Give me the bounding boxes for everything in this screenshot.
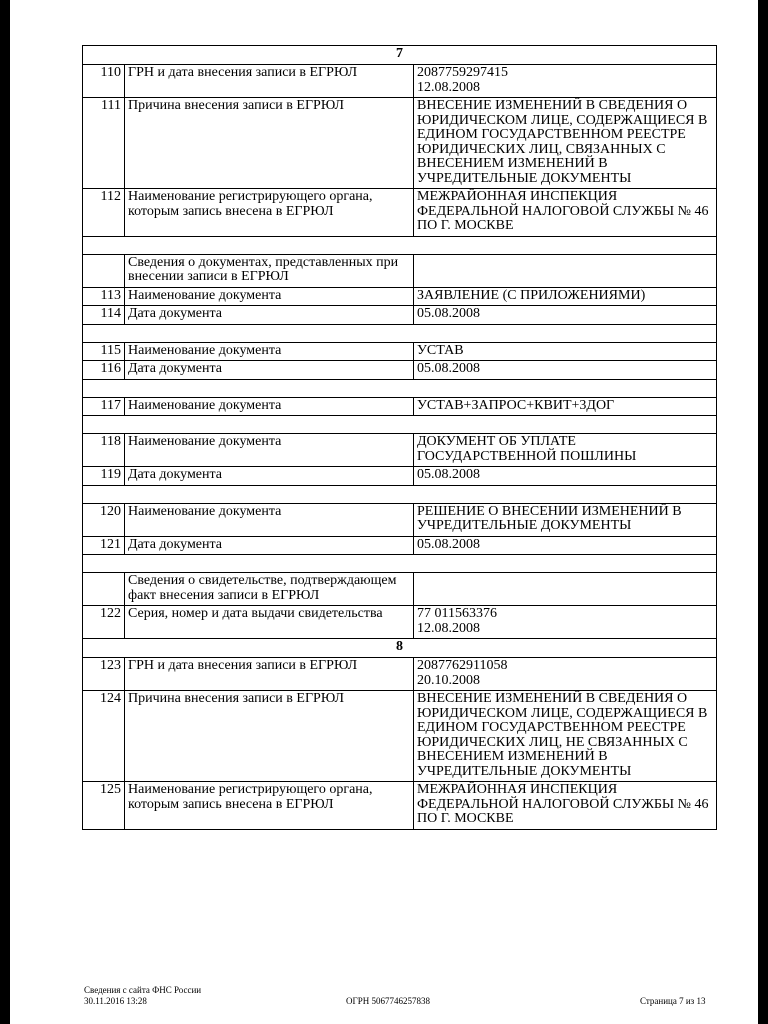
table-row bbox=[83, 691, 717, 782]
empty-cell bbox=[83, 254, 125, 287]
row-label: Наименование документа bbox=[125, 503, 414, 536]
section-header-row bbox=[83, 639, 717, 658]
table-row bbox=[83, 434, 717, 467]
row-label: Дата документа bbox=[125, 536, 414, 555]
row-label: Дата документа bbox=[125, 467, 414, 486]
footer-page-number: Страница 7 из 13 bbox=[640, 996, 706, 1006]
row-label: Наименование регистрирующего органа, которым запись внесена в ЕГРЮЛ bbox=[125, 189, 414, 237]
table-row bbox=[83, 189, 717, 237]
docs-header: Сведения о документах, представленных при внесении записи в ЕГРЮЛ bbox=[125, 254, 414, 287]
row-label: Наименование регистрирующего органа, которым запись внесена в ЕГРЮЛ bbox=[125, 782, 414, 830]
table-row bbox=[83, 306, 717, 325]
row-value: 05.08.2008 bbox=[414, 467, 717, 486]
row-number: 120 bbox=[83, 503, 125, 536]
row-number: 119 bbox=[83, 467, 125, 486]
spacer-cell bbox=[83, 379, 717, 397]
row-value: МЕЖРАЙОННАЯ ИНСПЕКЦИЯ ФЕДЕРАЛЬНОЙ НАЛОГОВОЙ СЛУЖБЫ № 46 ПО Г. МОСКВЕ bbox=[414, 782, 717, 830]
row-number: 124 bbox=[83, 691, 125, 782]
row-value: УСТАВ+ЗАПРОС+КВИТ+3ДОГ bbox=[414, 397, 717, 416]
table-row bbox=[83, 606, 717, 639]
row-label: Причина внесения записи в ЕГРЮЛ bbox=[125, 691, 414, 782]
footer-source-text: Сведения с сайта ФНС России bbox=[84, 985, 202, 995]
footer-ogrn: ОГРН 5067746257838 bbox=[346, 996, 430, 1006]
row-value: ДОКУМЕНТ ОБ УПЛАТЕ ГОСУДАРСТВЕННОЙ ПОШЛИНЫ bbox=[414, 434, 717, 467]
row-number: 112 bbox=[83, 189, 125, 237]
spacer-cell bbox=[83, 416, 717, 434]
row-number: 121 bbox=[83, 536, 125, 555]
table-row bbox=[83, 65, 717, 98]
row-number: 111 bbox=[83, 98, 125, 189]
row-value: ВНЕСЕНИЕ ИЗМЕНЕНИЙ В СВЕДЕНИЯ О ЮРИДИЧЕСКОМ ЛИЦЕ, СОДЕРЖАЩИЕСЯ В ЕДИНОМ ГОСУДАРСТВЕННОМ РЕЕСТРЕ ЮРИДИЧЕСКИХ ЛИЦ, СВЯЗАННЫХ С ВНЕСЕНИЕМ ИЗМЕНЕНИЙ В УЧРЕДИТЕЛЬНЫЕ ДОКУМЕНТЫ bbox=[414, 98, 717, 189]
subsection-header-row bbox=[83, 573, 717, 606]
row-label: Серия, номер и дата выдачи свидетельства bbox=[125, 606, 414, 639]
spacer-row bbox=[83, 379, 717, 397]
row-value: УСТАВ bbox=[414, 342, 717, 361]
spacer-row bbox=[83, 485, 717, 503]
table-row bbox=[83, 98, 717, 189]
row-label: Дата документа bbox=[125, 361, 414, 380]
row-number: 116 bbox=[83, 361, 125, 380]
row-label: Наименование документа bbox=[125, 397, 414, 416]
row-label: Причина внесения записи в ЕГРЮЛ bbox=[125, 98, 414, 189]
empty-cell bbox=[83, 573, 125, 606]
row-value: ВНЕСЕНИЕ ИЗМЕНЕНИЙ В СВЕДЕНИЯ О ЮРИДИЧЕСКОМ ЛИЦЕ, СОДЕРЖАЩИЕСЯ В ЕДИНОМ ГОСУДАРСТВЕННОМ РЕЕСТРЕ ЮРИДИЧЕСКИХ ЛИЦ, НЕ СВЯЗАННЫХ С ВНЕСЕНИЕМ ИЗМЕНЕНИЙ В УЧРЕДИТЕЛЬНЫЕ ДОКУМЕНТЫ bbox=[414, 691, 717, 782]
row-label: Наименование документа bbox=[125, 342, 414, 361]
table-row bbox=[83, 503, 717, 536]
row-number: 110 bbox=[83, 65, 125, 98]
table-row bbox=[83, 658, 717, 691]
row-value: ЗАЯВЛЕНИЕ (С ПРИЛОЖЕНИЯМИ) bbox=[414, 287, 717, 306]
footer-datetime: 30.11.2016 13:28 bbox=[84, 996, 147, 1006]
row-value: 2087762911058 20.10.2008 bbox=[414, 658, 717, 691]
table-row bbox=[83, 536, 717, 555]
row-value: МЕЖРАЙОННАЯ ИНСПЕКЦИЯ ФЕДЕРАЛЬНОЙ НАЛОГОВОЙ СЛУЖБЫ № 46 ПО Г. МОСКВЕ bbox=[414, 189, 717, 237]
row-number: 122 bbox=[83, 606, 125, 639]
row-number: 125 bbox=[83, 782, 125, 830]
row-number: 123 bbox=[83, 658, 125, 691]
spacer-row bbox=[83, 236, 717, 254]
spacer-row bbox=[83, 416, 717, 434]
spacer-row bbox=[83, 324, 717, 342]
spacer-row bbox=[83, 555, 717, 573]
row-label: ГРН и дата внесения записи в ЕГРЮЛ bbox=[125, 658, 414, 691]
spacer-cell bbox=[83, 485, 717, 503]
table-row bbox=[83, 467, 717, 486]
table-row bbox=[83, 782, 717, 830]
subsection-header-row bbox=[83, 254, 717, 287]
section-number: 8 bbox=[83, 639, 717, 658]
table-row bbox=[83, 287, 717, 306]
egrul-records-table bbox=[82, 45, 717, 830]
table-row bbox=[83, 397, 717, 416]
row-value: 2087759297415 12.08.2008 bbox=[414, 65, 717, 98]
footer-source bbox=[84, 985, 201, 1007]
row-value: 05.08.2008 bbox=[414, 306, 717, 325]
row-number: 113 bbox=[83, 287, 125, 306]
spacer-cell bbox=[83, 236, 717, 254]
row-number: 117 bbox=[83, 397, 125, 416]
row-value: 77 011563376 12.08.2008 bbox=[414, 606, 717, 639]
section-number: 7 bbox=[83, 46, 717, 65]
empty-cell bbox=[414, 254, 717, 287]
section-header-row bbox=[83, 46, 717, 65]
row-label: Наименование документа bbox=[125, 434, 414, 467]
row-value: 05.08.2008 bbox=[414, 536, 717, 555]
row-value: 05.08.2008 bbox=[414, 361, 717, 380]
cert-header: Сведения о свидетельстве, подтверждающем факт внесения записи в ЕГРЮЛ bbox=[125, 573, 414, 606]
row-number: 115 bbox=[83, 342, 125, 361]
row-number: 118 bbox=[83, 434, 125, 467]
row-number: 114 bbox=[83, 306, 125, 325]
row-label: Дата документа bbox=[125, 306, 414, 325]
table-row bbox=[83, 342, 717, 361]
table-row bbox=[83, 361, 717, 380]
document-page bbox=[10, 0, 758, 1024]
spacer-cell bbox=[83, 555, 717, 573]
row-label: ГРН и дата внесения записи в ЕГРЮЛ bbox=[125, 65, 414, 98]
empty-cell bbox=[414, 573, 717, 606]
row-value: РЕШЕНИЕ О ВНЕСЕНИИ ИЗМЕНЕНИЙ В УЧРЕДИТЕЛЬНЫЕ ДОКУМЕНТЫ bbox=[414, 503, 717, 536]
row-label: Наименование документа bbox=[125, 287, 414, 306]
spacer-cell bbox=[83, 324, 717, 342]
